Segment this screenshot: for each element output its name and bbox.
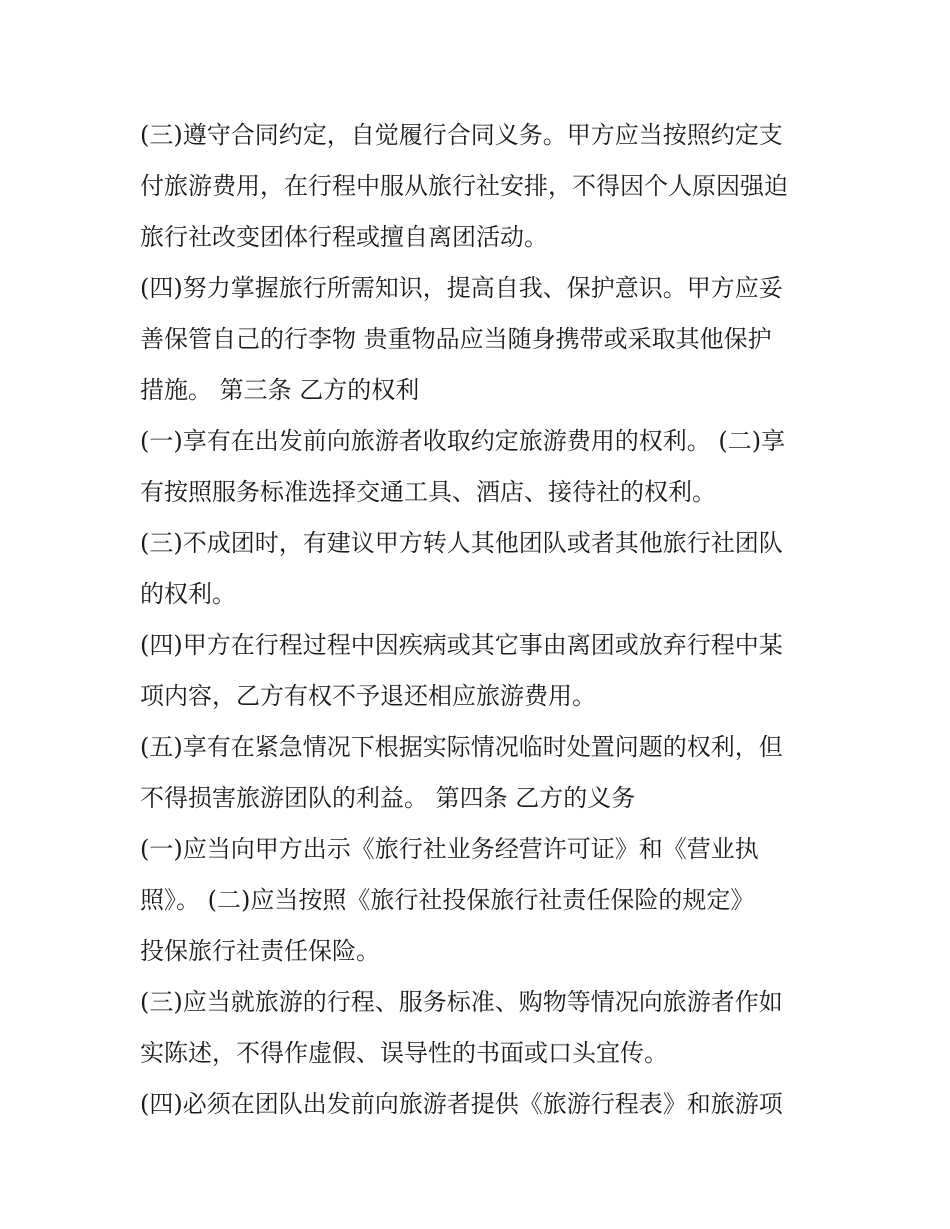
- text-line: 不得损害旅游团队的利益。 第四条 乙方的义务: [140, 784, 636, 812]
- text-line: (一)享有在出发前向旅游者收取约定旅游费用的权利。 (二)享: [140, 427, 786, 455]
- text-line: 善保管自己的行李物 贵重物品应当随身携带或采取其他保护: [140, 325, 772, 353]
- text-line: (一)应当向甲方出示《旅行社业务经营许可证》和《营业执: [140, 835, 759, 863]
- text-line: (三)遵守合同约定，自觉履行合同义务。甲方应当按照约定支: [140, 121, 783, 149]
- text-line: (四)甲方在行程过程中因疾病或其它事由离团或放弃行程中某: [140, 631, 783, 659]
- text-line: 付旅游费用，在行程中服从旅行社安排，不得因个人原因强迫: [140, 172, 788, 200]
- text-line: 的权利。: [140, 580, 236, 608]
- text-line: 有按照服务标准选择交通工具、酒店、接待社的权利。: [140, 478, 716, 506]
- text-line: 投保旅行社责任保险。: [140, 937, 380, 965]
- text-line: 项内容，乙方有权不予退还相应旅游费用。: [140, 682, 596, 710]
- document-body: [140, 110, 820, 1130]
- text-line: (四)必须在团队出发前向旅游者提供《旅游行程表》和旅游项: [140, 1090, 783, 1118]
- text-line: (三)应当就旅游的行程、服务标准、购物等情况向旅游者作如: [140, 988, 783, 1016]
- text-line: 旅行社改变团体行程或擅自离团活动。: [140, 223, 548, 251]
- text-line: (三)不成团时，有建议甲方转人其他团队或者其他旅行社团队: [140, 529, 783, 557]
- text-line: (五)享有在紧急情况下根据实际情况临时处置问题的权利，但: [140, 733, 783, 761]
- text-line: (四)努力掌握旅行所需知识，提高自我、保护意识。甲方应妥: [140, 274, 783, 302]
- text-line: 照》。 (二)应当按照《旅行社投保旅行社责任保险的规定》: [140, 886, 755, 914]
- text-line: 实陈述，不得作虚假、误导性的书面或口头宜传。: [140, 1039, 668, 1067]
- text-line: 措施。 第三条 乙方的权利: [140, 376, 420, 404]
